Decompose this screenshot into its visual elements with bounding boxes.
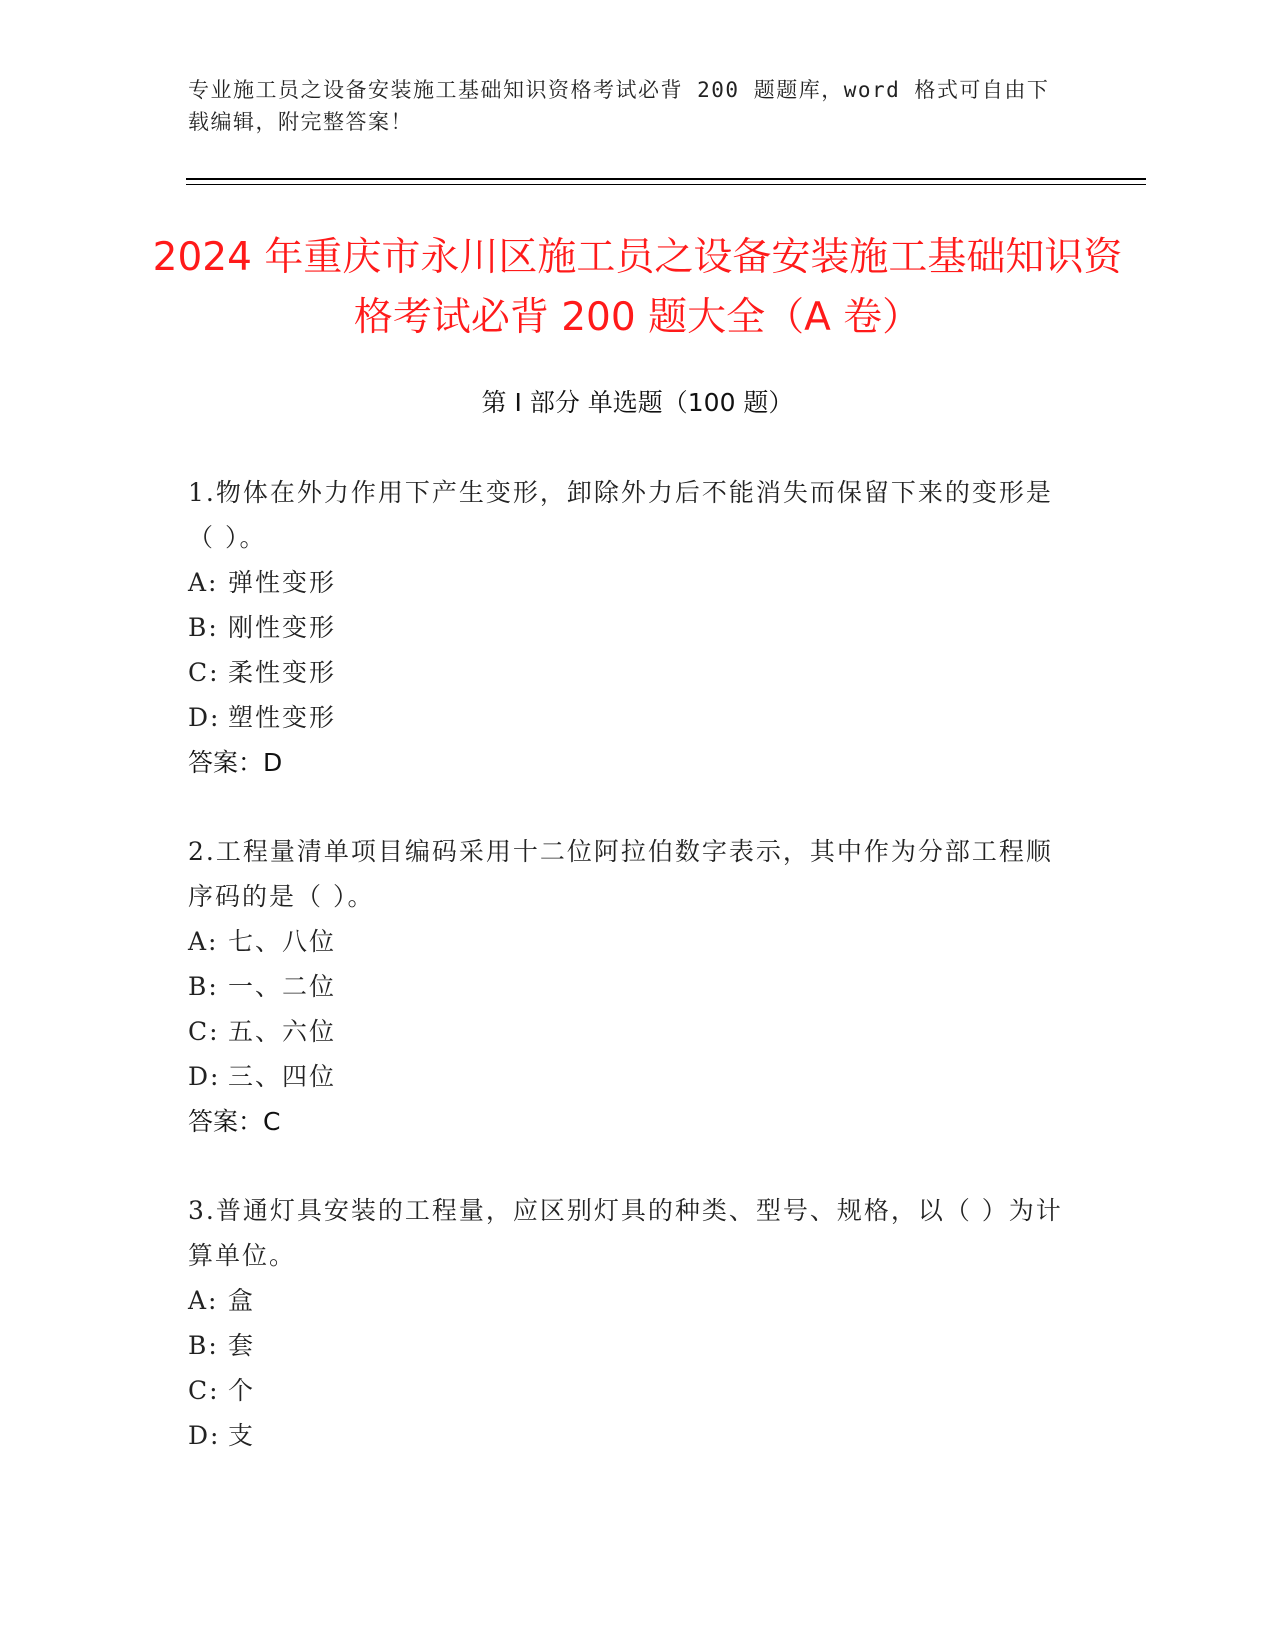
question-stem: 2.工程量清单项目编码采用十二位阿拉伯数字表示，其中作为分部工程顺序码的是（ ）。: [188, 837, 1053, 911]
option-text: 柔性变形: [228, 658, 337, 687]
option-a: [188, 560, 1068, 605]
option-c: [188, 1368, 1068, 1413]
option-b: [188, 1323, 1068, 1368]
option-text: 支: [228, 1421, 256, 1450]
option-letter: D:: [188, 703, 221, 732]
option-d: [188, 1413, 1068, 1458]
option-letter: B:: [188, 1331, 219, 1360]
option-text: 个: [228, 1376, 256, 1405]
option-letter: A:: [188, 1286, 219, 1315]
option-text: 一、二位: [228, 972, 337, 1001]
header-divider-thin: [186, 184, 1146, 185]
answer-label: 答案：C: [188, 1107, 281, 1136]
option-text: 弹性变形: [228, 568, 337, 597]
option-d: [188, 1054, 1068, 1099]
option-letter: A:: [188, 927, 219, 956]
question-2: [188, 829, 1068, 1144]
question-1: [188, 470, 1068, 785]
option-text: 塑性变形: [228, 703, 337, 732]
option-letter: C:: [188, 1017, 220, 1046]
header-note: 专业施工员之设备安装施工基础知识资格考试必背 200 题题库，word 格式可自由下载编辑，附完整答案！: [188, 78, 1050, 134]
question-stem: 1.物体在外力作用下产生变形，卸除外力后不能消失而保留下来的变形是（ ）。: [188, 478, 1053, 552]
option-text: 五、六位: [228, 1017, 337, 1046]
option-text: 三、四位: [228, 1062, 337, 1091]
option-text: 刚性变形: [228, 613, 337, 642]
question-stem: 3.普通灯具安装的工程量，应区别灯具的种类、型号、规格，以（ ）为计算单位。: [188, 1196, 1063, 1270]
option-letter: B:: [188, 972, 219, 1001]
option-a: [188, 1278, 1068, 1323]
option-letter: C:: [188, 658, 220, 687]
option-c: [188, 1009, 1068, 1054]
question-list: [188, 470, 1068, 1502]
option-a: [188, 919, 1068, 964]
answer-label: 答案：D: [188, 748, 283, 777]
option-letter: D:: [188, 1062, 221, 1091]
option-b: [188, 964, 1068, 1009]
section-title: 第 I 部分 单选题（100 题）: [481, 388, 794, 417]
option-letter: A:: [188, 568, 219, 597]
question-3: [188, 1188, 1068, 1458]
document-title: 2024 年重庆市永川区施工员之设备安装施工基础知识资格考试必背 200 题大全（A 卷）: [152, 235, 1123, 340]
option-text: 盒: [228, 1286, 256, 1315]
option-text: 七、八位: [228, 927, 337, 956]
option-text: 套: [228, 1331, 256, 1360]
header-divider-thick: [186, 178, 1146, 180]
option-letter: B:: [188, 613, 219, 642]
option-b: [188, 605, 1068, 650]
option-d: [188, 695, 1068, 740]
option-c: [188, 650, 1068, 695]
option-letter: C:: [188, 1376, 220, 1405]
option-letter: D:: [188, 1421, 221, 1450]
